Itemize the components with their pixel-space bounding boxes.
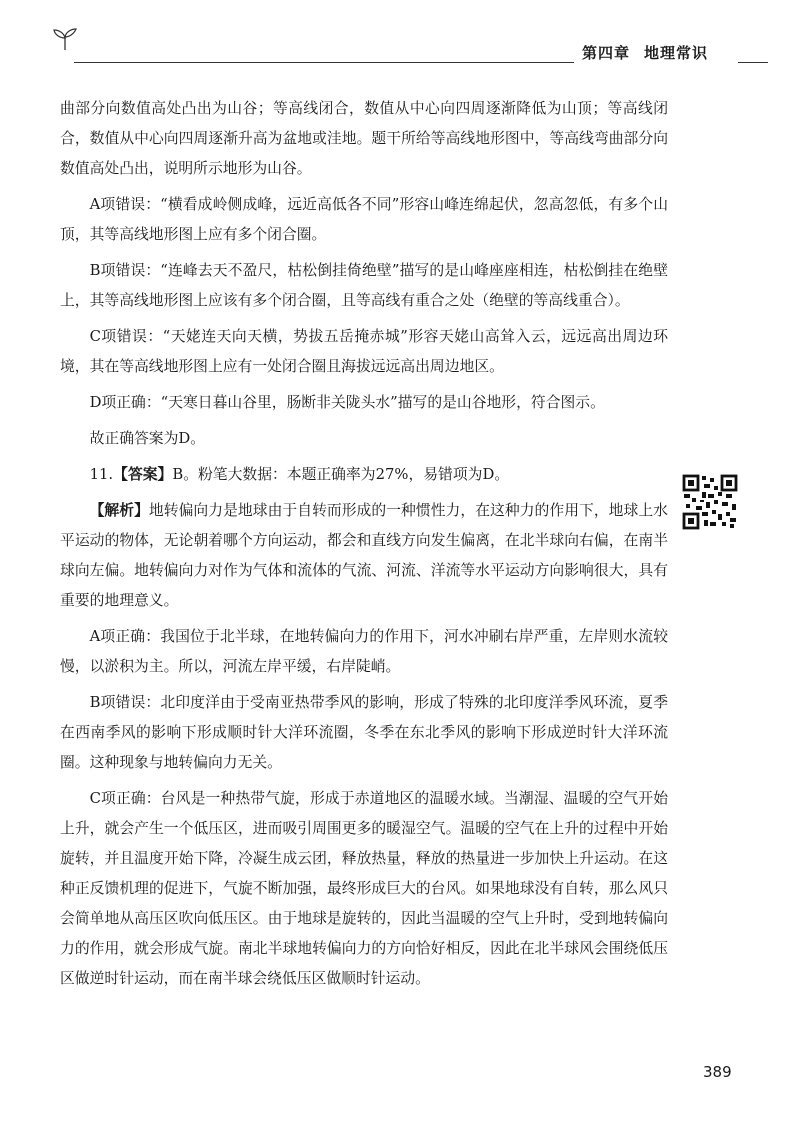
paragraph: C项正确：台风是一种热带气旋，形成于赤道地区的温暖水域。当潮湿、温暖的空气开始上升，就会产生一个低压区，进而吸引周围更多的暖湿空气。温暖的空气在上升的过程中开始旋转，并且温度开始下降，冷凝生成云团，释放热量，释放的热量进一步加快上升运动。在这种正反馈机理的促进下，气旋不断加强，最终形成巨大的台风。如果地球没有自转，那么风只会简单地从高压区吹向低压区。由于地球是旋转的，因此当温暖的空气上升时，受到地转偏向力的作用，就会形成气旋。南北半球地转偏向力的方向恰好相反，因此在北半球风会围绕低压区做逆时针运动，而在南半球会绕低压区做顺时针运动。 [60,790,668,987]
question-number: 11. [89,466,114,483]
paragraph: B项错误：“连峰去天不盈尺，枯松倒挂倚绝壁”描写的是山峰座座相连，枯松倒挂在绝壁上，其等高线地形图上应该有多个闭合圈，且等高线有重合之处（绝壁的等高线重合）。 [60,262,668,309]
header-rule-right [738,62,768,63]
paragraph: B项错误：北印度洋由于受南亚热带季风的影响，形成了特殊的北印度洋季风环流，夏季在西南季风的影响下形成顺时针大洋环流圈，冬季在东北季风的影响下形成逆时针大洋环流圈。这种现象与地转偏向力无关。 [60,694,668,771]
chapter-title [582,42,722,63]
analysis-text: 地转偏向力是地球由于自转而形成的一种惯性力，在这种力的作用下，地球上水平运动的物体，无论朝着哪个方向运动，都会和直线方向发生偏离，在北半球向右偏，在南半球向左偏。地转偏向力对作为气体和流体的气流、河流、洋流等水平运动方向影响很大，具有重要的地理意义。 [60,502,668,609]
analysis-label: 【解析】 [89,502,149,519]
header-rule-left [74,62,574,63]
answer-label: 【答案】 [113,466,173,483]
paragraph: 曲部分向数值高处凸出为山谷；等高线闭合，数值从中心向四周逐渐降低为山顶；等高线闭合，数值从中心向四周逐渐升高为盆地或洼地。题干所给等高线地形图中，等高线弯曲部分向数值高处凸出，说明所示地形为山谷。 [60,100,668,177]
page-number: 389 [703,1063,732,1081]
analysis-paragraph [60,496,668,616]
page-body [60,94,668,1000]
paragraph: A项正确：我国位于北半球，在地转偏向力的作用下，河水冲刷右岸严重，左岸则水流较慢，以淤积为主。所以，河流左岸平缓，右岸陡峭。 [60,628,668,675]
chapter-subject: 地理常识 [644,44,709,62]
answer-text: B。粉笔大数据：本题正确率为27%，易错项为D。 [172,466,510,483]
chapter-number: 第四章 [582,44,631,62]
paragraph: A项错误：“横看成岭侧成峰，远近高低各不同”形容山峰连绵起伏，忽高忽低，有多个山顶，其等高线地形图上应有多个闭合圈。 [60,196,668,243]
answer-paragraph [60,460,668,490]
sprout-icon [52,28,78,52]
page-header [0,0,800,80]
paragraph: 故正确答案为D。 [89,430,206,447]
paragraph: C项错误：“天姥连天向天横，势拔五岳掩赤城”形容天姥山高耸入云，远远高出周边环境，其在等高线地形图上应有一处闭合圈且海拔远远高出周边地区。 [60,328,668,375]
paragraph: D项正确：“天寒日暮山谷里，肠断非关陇头水”描写的是山谷地形，符合图示。 [89,394,605,411]
qr-code-icon[interactable] [682,474,738,530]
